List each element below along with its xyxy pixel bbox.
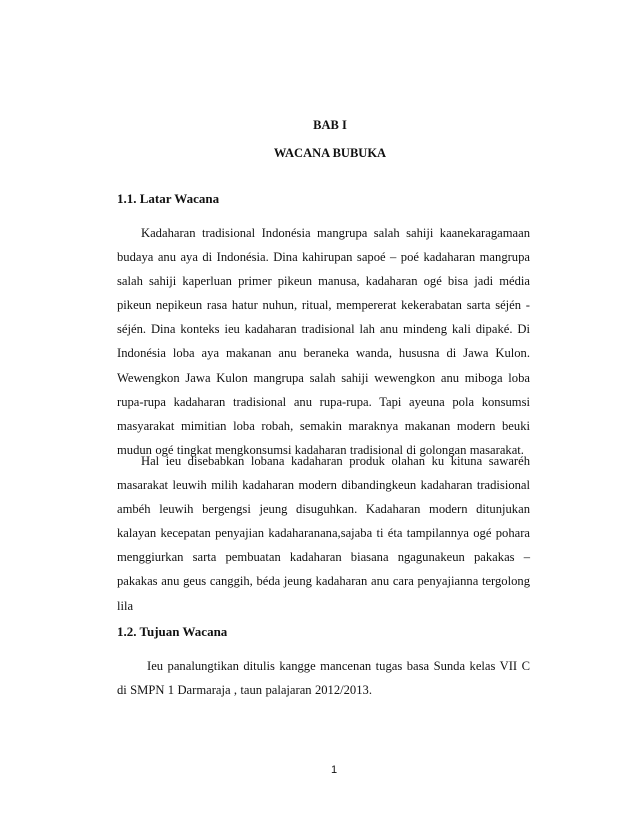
chapter-number: BAB I	[313, 118, 347, 132]
paragraph: Ieu panalungtikan ditulis kangge mancenan tugas basa Sunda kelas VII C di SMPN 1 Darmaraja , taun palajaran 2012/2013.	[117, 659, 530, 698]
chapter-title: WACANA BUBUKA	[273, 146, 387, 160]
section-heading-latar-wacana: 1.1. Latar Wacana	[117, 191, 220, 206]
paragraph: Kadaharan tradisional Indonésia mangrupa salah sahiji kaanekaragamaan budaya anu aya di Indonésia. Dina kahirupan sapoé – poé kadaharan mangrupa salah sahiji kaperluan primer pikeun manusa, kadaharan ogé bisa jadi média pikeun nepikeun rasa hatur nuhun, ritual, mempererat kekerabatan sarta séjén - séjén. Dina konteks ieu kadaharan tradisional lah anu mindeng kali dipaké. Di Indonésia loba aya makanan anu beraneka wanda, hususna di Jawa Kulon. Wewengkon Jawa Kulon mangrupa salah sahiji wewengkon anu miboga loba rupa-rupa kadaharan tradisional anu rupa-rupa. Tapi ayeuna pola konsumsi masyarakat mimitian loba robah, semakin maraknya makanan modern beuki mudun ogé tingkat mengkonsumsi kadaharan tradisional di golongan masarakat.	[117, 226, 530, 457]
page-number: 1	[330, 764, 338, 776]
section-heading-tujuan-wacana: 1.2. Tujuan Wacana	[117, 624, 228, 639]
paragraph: Hal ieu disebabkan lobana kadaharan produk olahan ku kituna sawaréh masarakat leuwih milih kadaharan modern dibandingkeun kadaharan tradisional ambéh leuwih bergengsi jeung disuguhkan. Kadaharan modern ditunjukan kalayan kecepatan penyajian kadaharanana,sajaba ti éta tampilannya ogé pohara menggiurkan sarta pembuatan kadaharan biasana ngagunakeun pakakas – pakakas anu geus canggih, béda jeung kadaharan anu cara penyajianna tergolong lila	[117, 454, 530, 613]
